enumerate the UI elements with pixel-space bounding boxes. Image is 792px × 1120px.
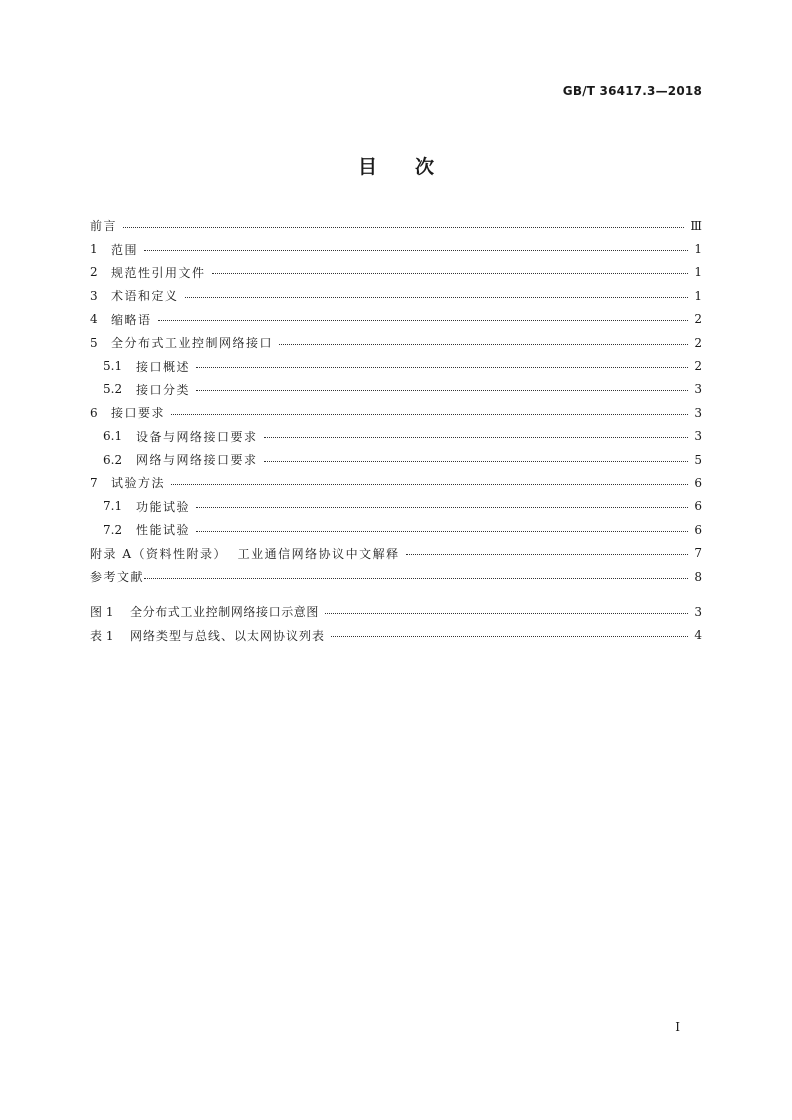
figure-page: 3 (694, 604, 702, 619)
toc-entry-interface-classification[interactable] (90, 378, 702, 401)
toc-label: 规范性引用文件 (111, 265, 206, 280)
toc-label: 接口要求 (111, 406, 166, 421)
title-char-1: 目 (357, 156, 377, 178)
toc-page: Ⅲ (690, 218, 702, 233)
toc-page: 6 (694, 499, 702, 514)
toc-page: 2 (694, 359, 702, 374)
toc-page: 8 (694, 569, 702, 584)
dot-leader (406, 553, 688, 555)
dot-leader (196, 530, 688, 532)
toc-label: 功能试验 (136, 499, 191, 514)
dot-leader (171, 483, 688, 485)
standard-code: GB/T 36417.3—2018 (562, 84, 702, 98)
toc-entry-appendix-a[interactable] (90, 541, 702, 564)
toc-page: 5 (694, 452, 702, 467)
toc-entry-functional-test[interactable] (90, 495, 702, 518)
toc-number: 6 (90, 405, 98, 420)
page-folio: Ⅰ (675, 1020, 680, 1034)
toc-entry-bibliography[interactable] (90, 565, 702, 588)
toc-number: 6.2 (103, 452, 123, 467)
dot-leader (196, 506, 688, 508)
toc-label: 范围 (111, 242, 139, 257)
table-page: 4 (694, 628, 702, 643)
table-entry-1[interactable] (90, 624, 702, 647)
toc-label: 缩略语 (111, 312, 152, 327)
toc-number: 2 (90, 265, 98, 280)
toc-number: 3 (90, 288, 98, 303)
toc-entry-terms[interactable] (90, 284, 702, 307)
toc-label: 术语和定义 (111, 289, 179, 304)
toc-page: 2 (694, 335, 702, 350)
toc-entry-normative-references[interactable] (90, 261, 702, 284)
toc-label: 参考文献 (90, 570, 145, 585)
toc-page: 2 (694, 312, 702, 327)
dot-leader (144, 249, 688, 251)
toc-page: 3 (694, 405, 702, 420)
dot-leader (196, 366, 688, 368)
toc-entry-interface[interactable] (90, 331, 702, 354)
dot-leader (331, 635, 688, 637)
dot-leader (123, 226, 684, 228)
toc-label: 试验方法 (111, 476, 166, 491)
table-of-contents (90, 214, 702, 647)
figure-number: 图 1 (90, 605, 114, 620)
toc-page: 6 (694, 522, 702, 537)
table-label: 网络类型与总线、以太网协议列表 (130, 628, 326, 643)
toc-page: 7 (694, 546, 702, 561)
dot-leader (264, 436, 688, 438)
dot-leader (279, 343, 688, 345)
page-title (0, 152, 792, 179)
toc-number: 7.2 (103, 522, 123, 537)
toc-number: 7.1 (103, 499, 123, 514)
dot-leader (196, 389, 688, 391)
toc-number: 7 (90, 475, 98, 490)
toc-page: 1 (694, 288, 702, 303)
dot-leader (212, 272, 688, 274)
toc-entry-interface-requirements[interactable] (90, 401, 702, 424)
toc-label: 全分布式工业控制网络接口 (111, 336, 274, 351)
dot-leader (158, 319, 688, 321)
toc-label: 附录 A（资料性附录） 工业通信网络协议中文解释 (90, 546, 400, 561)
dot-leader (144, 577, 688, 579)
toc-label: 接口概述 (136, 359, 191, 374)
toc-number: 6.1 (103, 429, 123, 444)
toc-label: 前言 (90, 219, 118, 234)
toc-entry-performance-test[interactable] (90, 518, 702, 541)
toc-number: 5.1 (103, 359, 123, 374)
toc-page: 3 (694, 429, 702, 444)
toc-label: 网络与网络接口要求 (136, 453, 258, 468)
toc-number: 1 (90, 242, 98, 257)
dot-leader (325, 612, 688, 614)
figure-entry-1[interactable] (90, 600, 702, 623)
toc-page: 1 (694, 265, 702, 280)
toc-page: 3 (694, 382, 702, 397)
toc-number: 5 (90, 335, 98, 350)
toc-entry-scope[interactable] (90, 237, 702, 260)
toc-entry-network-network-requirements[interactable] (90, 448, 702, 471)
dot-leader (171, 413, 688, 415)
title-char-2: 次 (415, 156, 435, 178)
toc-entry-foreword[interactable] (90, 214, 702, 237)
toc-entry-abbreviations[interactable] (90, 308, 702, 331)
toc-label: 性能试验 (136, 523, 191, 538)
section-spacer (90, 588, 702, 600)
toc-page: 6 (694, 475, 702, 490)
toc-number: 5.2 (103, 382, 123, 397)
toc-label: 接口分类 (136, 382, 191, 397)
toc-entry-interface-overview[interactable] (90, 354, 702, 377)
toc-entry-test-methods[interactable] (90, 471, 702, 494)
toc-number: 4 (90, 312, 98, 327)
toc-label: 设备与网络接口要求 (136, 429, 258, 444)
dot-leader (185, 296, 688, 298)
table-number: 表 1 (90, 628, 114, 643)
figure-label: 全分布式工业控制网络接口示意图 (130, 605, 320, 620)
toc-entry-device-network-requirements[interactable] (90, 425, 702, 448)
dot-leader (264, 460, 688, 462)
toc-page: 1 (694, 242, 702, 257)
